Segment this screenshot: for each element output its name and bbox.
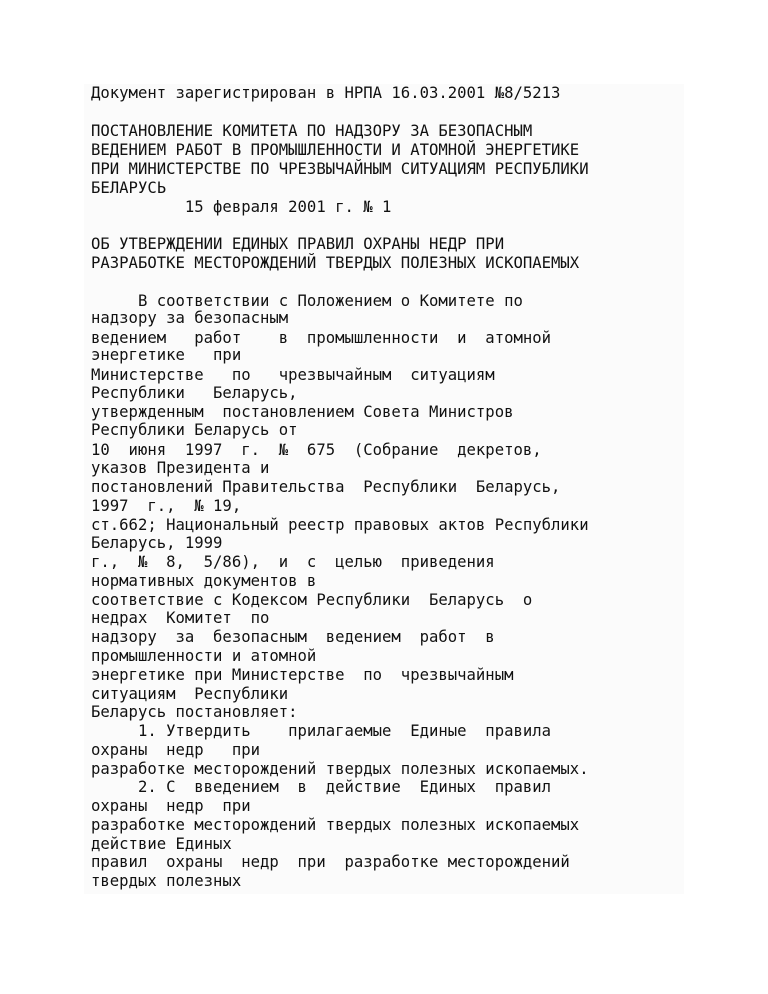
body-line: Беларусь постановляет: <box>91 703 298 721</box>
body-line: Республики Беларусь от <box>91 421 298 439</box>
title-line: РАЗРАБОТКЕ МЕСТОРОЖДЕНИЙ ТВЕРДЫХ ПОЛЕЗНЫХ ИСКОПАЕМЫХ <box>91 254 580 272</box>
body-line: правил охраны недр при разработке месторождений <box>91 853 570 871</box>
body-line: промышленности и атомной <box>91 647 317 665</box>
body-line: недрах Комитет по <box>91 609 270 627</box>
body-line: Министерстве по чрезвычайным ситуациям <box>91 366 495 384</box>
header-line: ПРИ МИНИСТЕРСТВЕ ПО ЧРЕЗВЫЧАЙНЫМ СИТУАЦИЯМ РЕСПУБЛИКИ <box>91 160 589 178</box>
header-line: ПОСТАНОВЛЕНИЕ КОМИТЕТА ПО НАДЗОРУ ЗА БЕЗОПАСНЫМ <box>91 122 533 140</box>
body-line: твердых полезных <box>91 872 242 890</box>
body-line: ведением работ в промышленности и атомной <box>91 329 552 347</box>
header-line: ВЕДЕНИЕМ РАБОТ В ПРОМЫШЛЕННОСТИ И АТОМНОЙ ЭНЕРГЕТИКЕ <box>91 141 580 159</box>
body-line: указов Президента и <box>91 459 270 477</box>
header-line: БЕЛАРУСЬ <box>91 179 167 197</box>
body-line: Республики Беларусь, <box>91 384 298 402</box>
body-line: постановлений Правительства Республики Беларусь, <box>91 478 561 496</box>
body-line: надзору за безопасным ведением работ в <box>91 628 495 646</box>
body-line: разработке месторождений твердых полезных ископаемых <box>91 816 580 834</box>
date-line: 15 февраля 2001 г. № 1 <box>91 198 392 216</box>
body-line: ситуациям Республики <box>91 685 289 703</box>
body-line: утвержденным постановлением Совета Министров <box>91 403 514 421</box>
registration-line: Документ зарегистрирован в НРПА 16.03.2001 №8/5213 <box>91 84 561 102</box>
body-line: г., № 8, 5/86), и с целью приведения <box>91 553 495 571</box>
body-line: 2. С введением в действие Единых правил <box>91 778 552 796</box>
body-line: охраны недр при <box>91 797 251 815</box>
body-line: соответствие с Кодексом Республики Беларусь о <box>91 591 533 609</box>
body-line: 1997 г., № 19, <box>91 497 242 515</box>
body-line: 10 июня 1997 г. № 675 (Собрание декретов, <box>91 441 542 459</box>
body-line: действие Единых <box>91 835 232 853</box>
body-line: охраны недр при <box>91 741 260 759</box>
body-line: В соответствии с Положением о Комитете по <box>91 292 523 310</box>
body-line: надзору за безопасным <box>91 309 289 327</box>
body-line: нормативных документов в <box>91 572 317 590</box>
body-line: 1. Утвердить прилагаемые Единые правила <box>91 722 552 740</box>
body-line: энергетике при <box>91 346 242 364</box>
body-line: Беларусь, 1999 <box>91 534 223 552</box>
body-line: энергетике при Министерстве по чрезвычайным <box>91 666 514 684</box>
body-line: разработке месторождений твердых полезных ископаемых. <box>91 760 589 778</box>
title-line: ОБ УТВЕРЖДЕНИИ ЕДИНЫХ ПРАВИЛ ОХРАНЫ НЕДР ПРИ <box>91 235 505 253</box>
body-line: ст.662; Национальный реестр правовых актов Республики <box>91 516 589 534</box>
